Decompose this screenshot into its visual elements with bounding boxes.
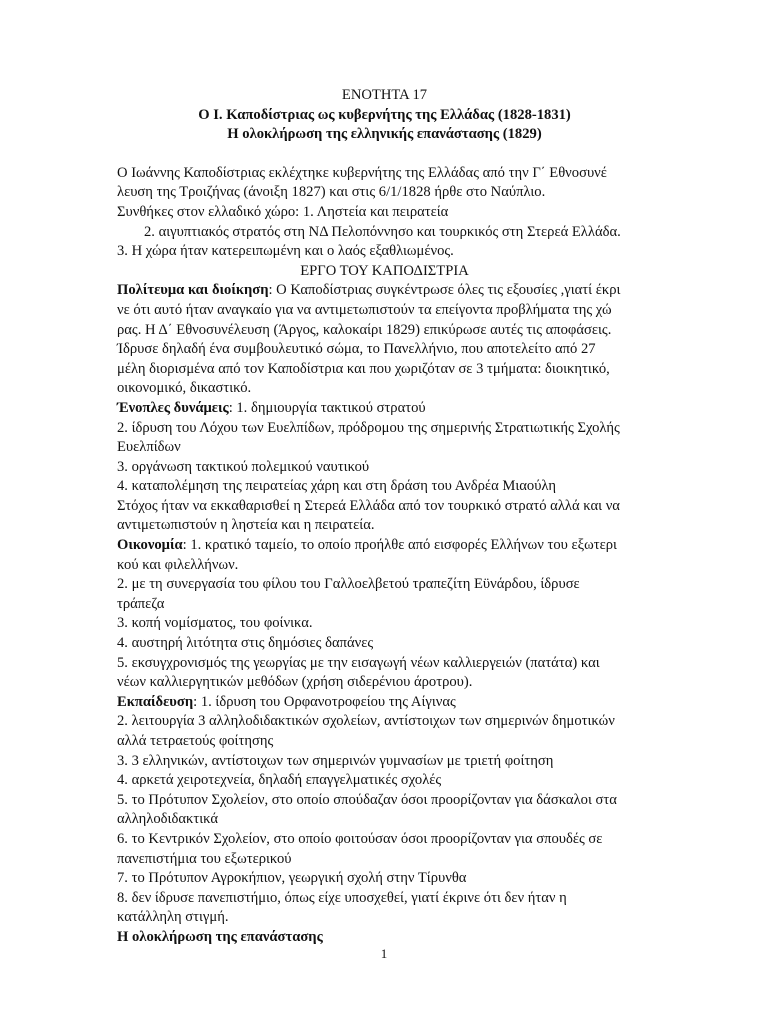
unit-label: ΕΝΟΤΗΤΑ 17 — [341, 87, 428, 103]
education-item-6-line-2: πανεπιστήμια του εξωτερικού — [117, 850, 292, 867]
economy-item-5-line-2: νέων καλλιεργητικών μεθόδων (χρήση σιδερένιου άροτρου). — [117, 674, 473, 691]
document-title: Ο Ι. Καποδίστριας ως κυβερνήτης της Ελλάδας (1828-1831) — [198, 106, 571, 123]
economy-item-2-line-2: τράπεζα — [117, 595, 165, 612]
economy-line-1 — [117, 536, 652, 556]
armed-item-2-line-1: 2. ίδρυση του Λόχου των Ευελπίδων, πρόδρομου της σημερινής Στρατιωτικής Σχολής — [117, 419, 620, 436]
armed-item-1: : 1. δημιουργία τακτικού στρατού — [228, 399, 426, 416]
armed-item-3: 3. οργάνωση τακτικού πολεμικού ναυτικού — [117, 458, 370, 475]
economy-item-1-line-2: κού και φιλελλήνων. — [117, 556, 239, 573]
armed-goal-line-2: αντιμετωπιστούν η ληστεία και η πειρατεία. — [117, 517, 375, 534]
polity-line-6: οικονομικό, δικαστικό. — [117, 380, 252, 397]
education-item-5-line-2: αλληλοδιδακτικά — [117, 811, 219, 828]
education-item-1: : 1. ίδρυση του Ορφανοτροφείου της Αίγινας — [193, 693, 456, 710]
education-item-4: 4. αρκετά χειροτεχνεία, δηλαδή επαγγελματικές σχολές — [117, 772, 442, 789]
polity-heading: Πολίτευμα και διοίκηση — [117, 282, 269, 299]
education-item-7: 7. το Πρότυπον Αγροκήπιον, γεωργική σχολή στην Τίρυνθα — [117, 870, 467, 887]
work-heading: ΕΡΓΟ ΤΟΥ ΚΑΠΟΔΙΣΤΡΙΑ — [300, 262, 469, 279]
page-number: 1 — [380, 946, 388, 961]
completion-heading: Η ολοκλήρωση της επανάστασης — [117, 928, 323, 945]
polity-line-2: νε ότι αυτό ήταν αναγκαίο για να αντιμετωπιστούν τα επείγοντα προβλήματα της χώ — [117, 301, 612, 318]
economy-item-3: 3. κοπή νομίσματος, του φοίνικα. — [117, 615, 313, 632]
intro-line-2: λευση της Τροιζήνας (άνοιξη 1827) και στις 6/1/1828 ήρθε στο Ναύπλιο. — [117, 184, 546, 201]
armed-goal-line-1: Στόχος ήταν να εκκαθαρισθεί η Στερεά Ελλάδα από τον τουρκικό στρατό αλλά και να — [117, 497, 620, 514]
armed-heading: Ένοπλες δυνάμεις — [117, 399, 229, 416]
armed-item-2-line-2: Ευελπίδων — [117, 439, 181, 456]
education-item-8-line-2: κατάλληλη στιγμή. — [117, 909, 229, 926]
conditions-line-2: 2. αιγυπτιακός στρατός στη ΝΔ Πελοπόννησο και τουρκικός στη Στερεά Ελλάδα. — [144, 223, 621, 240]
polity-line-4: Ίδρυσε δηλαδή ένα συμβουλευτικό σώμα, το Πανελλήνιο, που αποτελείτο από 27 — [117, 341, 596, 358]
armed-item-4: 4. καταπολέμηση της πειρατείας χάρη και στη δράση του Ανδρέα Μιαούλη — [117, 478, 557, 495]
completion-heading-line — [117, 928, 652, 948]
armed-line-1 — [117, 399, 652, 419]
education-item-3: 3. 3 ελληνικών, αντίστοιχων των σημερινών γυμνασίων με τριετή φοίτηση — [117, 752, 554, 769]
document-body — [117, 86, 652, 948]
education-line-1 — [117, 693, 652, 713]
education-item-5-line-1: 5. το Πρότυπον Σχολείον, στο οποίο σπούδαζαν όσοι προορίζονταν για δάσκαλοι στα — [117, 791, 617, 808]
economy-item-2-line-1: 2. με τη συνεργασία του φίλου του Γαλλοελβετού τραπεζίτη Εϋνάρδου, ίδρυσε — [117, 576, 580, 593]
polity-text-1: : Ο Καποδίστριας συγκέντρωσε όλες τις εξουσίες ,γιατί έκρι — [268, 282, 621, 299]
conditions-line-1: Συνθήκες στον ελλαδικό χώρο: 1. Ληστεία και πειρατεία — [117, 203, 449, 220]
polity-line-3: ρας. Η Δ΄ Εθνοσυνέλευση (Άργος, καλοκαίρι 1829) επικύρωσε αυτές τις αποφάσεις. — [117, 321, 612, 338]
economy-item-5-line-1: 5. εκσυγχρονισμός της γεωργίας με την εισαγωγή νέων καλλιεργειών (πατάτα) και — [117, 654, 600, 671]
spacer — [117, 145, 652, 164]
polity-line-5: μέλη διορισμένα από τον Καποδίστρια και που χωριζόταν σε 3 τμήματα: διοικητικό, — [117, 360, 610, 377]
education-item-8-line-1: 8. δεν ίδρυσε πανεπιστήμιο, όπως είχε υποσχεθεί, γιατί έκρινε ότι δεν ήταν η — [117, 889, 567, 906]
conditions-line-3: 3. Η χώρα ήταν κατερειπωμένη και ο λαός εξαθλιωμένος. — [117, 243, 454, 260]
intro-line-1: Ο Ιωάννης Καποδίστριας εκλέχτηκε κυβερνήτης της Ελλάδας από την Γ΄ Εθνοσυνέ — [117, 164, 607, 181]
economy-item-4: 4. αυστηρή λιτότητα στις δημόσιες δαπάνες — [117, 635, 374, 652]
education-item-2-line-1: 2. λειτουργία 3 αλληλοδιδακτικών σχολείων, αντίστοιχων των σημερινών δημοτικών — [117, 713, 615, 730]
education-item-2-line-2: αλλά τετραετούς φοίτησης — [117, 733, 274, 749]
education-item-6-line-1: 6. το Κεντρικόν Σχολείον, στο οποίο φοιτούσαν όσοι προορίζονταν για σπουδές σε — [117, 830, 603, 847]
education-heading: Εκπαίδευση — [117, 693, 194, 710]
polity-line-1 — [117, 281, 652, 301]
economy-item-1: : 1. κρατικό ταμείο, το οποίο προήλθε από εισφορές Ελλήνων του εξωτερι — [182, 537, 617, 554]
economy-heading: Οικονομία — [117, 537, 183, 554]
document-subtitle: Η ολοκλήρωση της ελληνικής επανάστασης (1829) — [227, 126, 542, 143]
